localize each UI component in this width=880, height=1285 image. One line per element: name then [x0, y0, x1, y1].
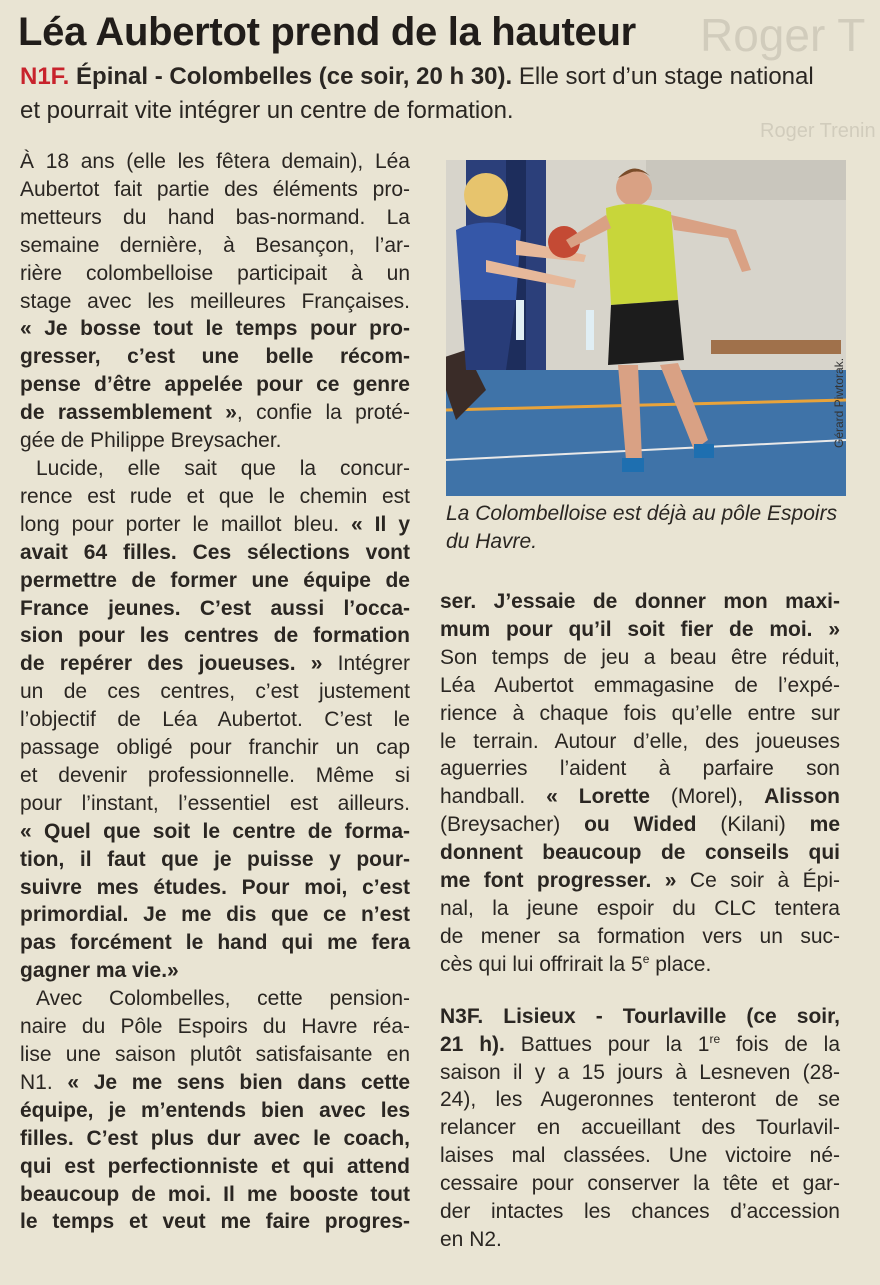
text-line: beaucoup de moi. Il me booste tout: [20, 1182, 410, 1206]
text-line: nal, la jeune espoir du CLC tentera: [440, 896, 840, 920]
text-line: [440, 867, 840, 895]
text-segment: N1.: [20, 1070, 68, 1094]
text-segment: (Morel),: [649, 785, 765, 809]
text-line: naire du Pôle Espoirs du Havre réa-: [20, 1015, 410, 1039]
text-line: mum pour qu’il soit fier de moi. »: [440, 617, 840, 641]
text-line: le temps et veut me faire progres-: [20, 1210, 410, 1234]
text-line: en N2.: [440, 1227, 502, 1251]
text-line: sion pour les centres de formation: [20, 624, 410, 648]
text-line: [440, 1031, 840, 1059]
text-line: der intactes les chances d’accession: [440, 1200, 840, 1224]
text-line: rience à chaque fois qu’elle entre sur: [440, 701, 840, 725]
text-segment: « Lorette: [546, 785, 650, 809]
text-line: [20, 511, 410, 539]
text-segment: handball.: [440, 785, 547, 809]
text-line: Avec Colombelles, cette pension-: [36, 987, 410, 1011]
standfirst: [20, 60, 840, 128]
text-line: le terrain. Autour d’elle, des joueuses: [440, 729, 840, 753]
text-segment: re: [709, 1031, 721, 1046]
division-tag: N1F.: [20, 63, 70, 90]
text-line: saison il y a 15 jours à Lesneven (28-: [440, 1060, 840, 1084]
text-line: l’objectif de Léa Aubertot. C’est le: [20, 708, 410, 732]
text-line: Lucide, elle sait que la concur-: [36, 456, 410, 480]
right-column: [440, 588, 840, 1254]
text-line: lise une saison plutôt satisfaisante en: [20, 1043, 410, 1066]
text-segment: long pour porter le maillot bleu.: [20, 512, 352, 536]
text-line: semaine dernière, à Besançon, l’ar-: [20, 233, 410, 257]
text-line: suivre mes études. Pour moi, c’est: [20, 875, 410, 899]
text-segment: Alisson: [764, 785, 840, 809]
text-line: [20, 650, 410, 678]
text-line: pense d’être appelée pour ce genre: [20, 373, 410, 397]
text-segment: 21 h).: [440, 1032, 505, 1056]
handball-photo: [446, 160, 846, 496]
text-segment: « Il y: [351, 512, 410, 536]
text-line: un de ces centres, c’est justement: [20, 680, 410, 704]
text-line: relancer en accueillant des Tourlavil-: [440, 1116, 840, 1140]
photo-caption: La Colombelloise est déjà au pôle Espoirs du Havre.: [446, 502, 838, 553]
text-segment: cès qui lui offrirait la 5: [440, 952, 643, 976]
text-segment: Intégrer: [322, 652, 410, 676]
text-segment: fois de la: [720, 1032, 840, 1056]
headline: Léa Aubertot prend de la hauteur: [18, 10, 636, 54]
text-segment: (Breysacher): [440, 813, 585, 837]
bleed-through-text: Roger Trenin: [760, 120, 876, 142]
paragraph-gap: [440, 979, 840, 1003]
text-line: laises mal classées. Une victoire né-: [440, 1144, 840, 1168]
text-line: ser. J’essaie de donner mon maxi-: [440, 590, 840, 613]
text-line: rière colombelloise participait à un: [20, 261, 410, 285]
text-line: filles. C’est plus dur avec le coach,: [20, 1126, 410, 1150]
text-line: gée de Philippe Breysacher.: [20, 429, 282, 453]
text-line: « Quel que soit le centre de forma-: [20, 819, 410, 843]
left-column: [20, 148, 410, 1236]
text-line: rence est rude et que le chemin est: [20, 484, 410, 508]
match-info: Épinal - Colombelles (ce soir, 20 h 30).: [76, 63, 513, 90]
text-segment: ou Wided: [584, 813, 697, 837]
text-segment: place.: [649, 952, 712, 976]
text-line: Son temps de jeu a beau être réduit,: [440, 645, 840, 669]
text-line: 24), les Augeronnes tenteront de se: [440, 1088, 840, 1112]
text-line: metteurs du hand bas-normand. La: [20, 205, 410, 229]
text-line: gagner ma vie.»: [20, 959, 179, 983]
text-line: tion, il faut que je puisse y pour-: [20, 847, 410, 871]
text-segment: Battues pour la 1: [504, 1032, 710, 1056]
text-segment: « Je me sens bien dans cette: [67, 1070, 410, 1094]
text-line: passage obligé pour franchir un cap: [20, 736, 410, 760]
text-line: [20, 399, 410, 427]
text-line: Aubertot fait partie des éléments pro-: [20, 177, 410, 201]
text-segment: de repérer des joueuses. »: [20, 652, 323, 676]
text-line: Léa Aubertot emmagasine de l’expé-: [440, 673, 840, 697]
text-segment: me font progresser. »: [440, 869, 677, 893]
text-line: N3F. Lisieux - Tourlaville (ce soir,: [440, 1004, 840, 1028]
text-line: qui est perfectionniste et qui attend: [20, 1154, 410, 1178]
text-line: aguerries l’aident à parfaire son: [440, 757, 840, 781]
photo: [446, 160, 846, 496]
text-line: À 18 ans (elle les fêtera demain), Léa: [20, 150, 410, 173]
text-line: avait 64 filles. Ces sélections vont: [20, 540, 410, 564]
text-segment: Ce soir à Épi-: [676, 869, 840, 893]
photo-credit: Gérard Piwtorak.: [832, 357, 846, 448]
text-line: [440, 811, 840, 839]
text-segment: , confie la proté-: [236, 401, 410, 425]
text-line: stage avec les meilleures Françaises.: [20, 289, 410, 313]
text-segment: de rassemblement »: [20, 401, 237, 425]
text-line: « Je bosse tout le temps pour pro-: [20, 317, 410, 341]
text-segment: e: [642, 951, 650, 966]
text-line: équipe, je m’entends bien avec les: [20, 1098, 410, 1122]
text-line: [20, 1069, 410, 1097]
text-line: gresser, c’est une belle récom-: [20, 345, 410, 369]
text-line: [440, 783, 840, 811]
text-line: permettre de former une équipe de: [20, 568, 410, 592]
text-segment: me: [809, 813, 841, 837]
text-line: donnent beaucoup de conseils qui: [440, 841, 840, 865]
text-line: de mener sa formation vers un suc-: [440, 924, 840, 948]
text-segment: (Kilani): [696, 813, 810, 837]
text-line: primordial. Je me dis que ce n’est: [20, 903, 410, 927]
text-line: pour l’instant, l’essentiel est ailleurs.: [20, 791, 410, 815]
standfirst-text: Elle sort d’un stage national et pourrait vite intégrer un centre de formation.: [20, 63, 814, 124]
text-line: France jeunes. C’est aussi l’occa-: [20, 596, 410, 620]
bleed-through-text: Roger T: [700, 9, 866, 61]
text-line: et devenir professionnelle. Même si: [20, 763, 410, 787]
text-line: cessaire pour conserver la tête et gar-: [440, 1172, 840, 1196]
text-line: [440, 951, 840, 979]
text-line: pas forcément le hand qui me fera: [20, 931, 410, 955]
